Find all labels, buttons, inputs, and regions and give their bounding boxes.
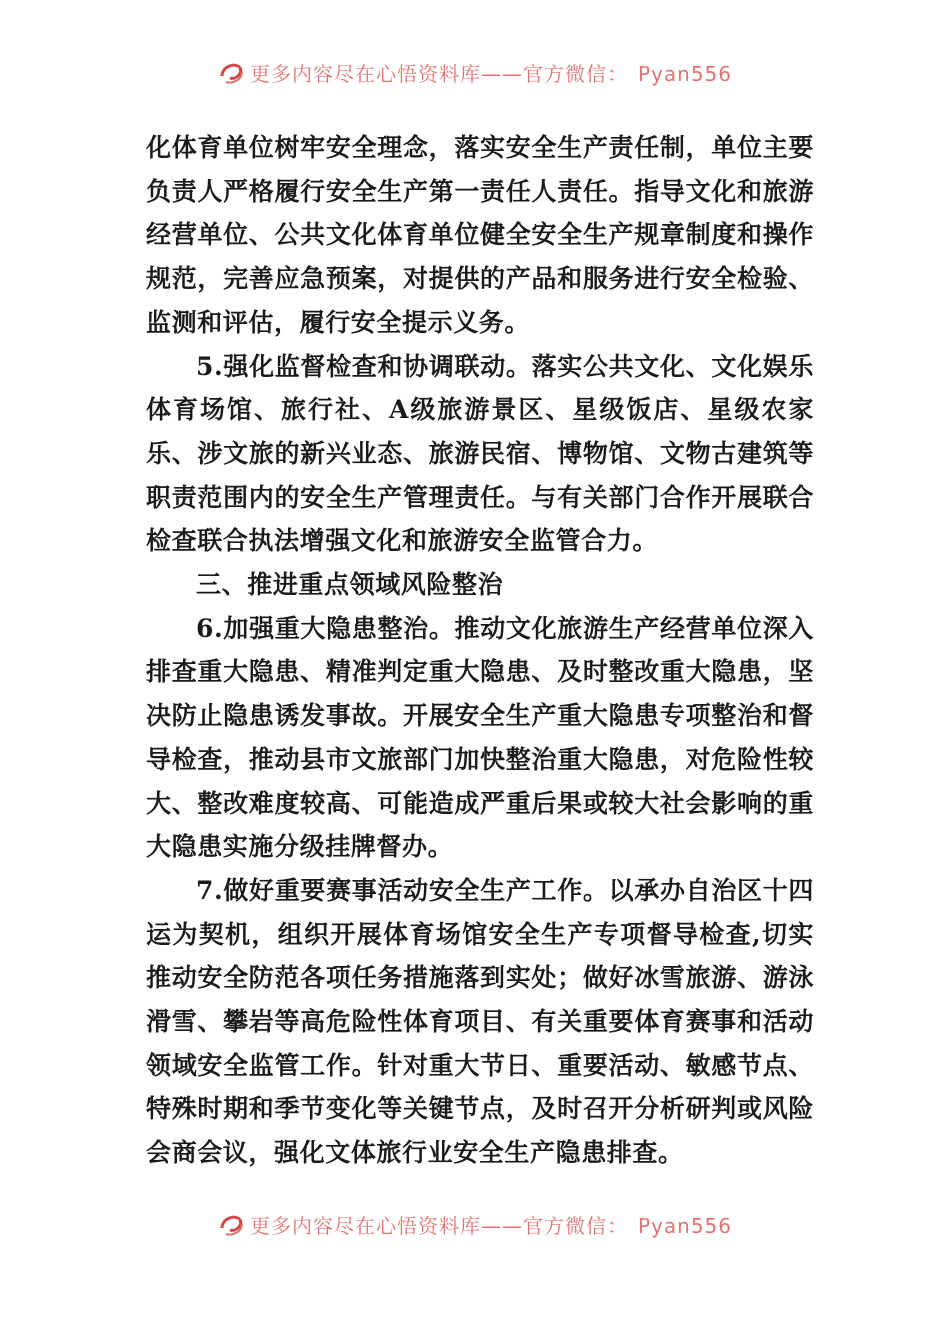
paragraph-item-5: 5.强化监督检查和协调联动。落实公共文化、文化娱乐体育场馆、旅行社、A级旅游景区、星级饭店、星级农家乐、涉文旅的新兴业态、旅游民宿、博物馆、文物古建筑等职责范围内的安全生产管理责任。与有关部门合作开展联合检查联合执法增强文化和旅游安全监管合力。 [146,351,815,556]
item-5-lead: 5.强化监督检查和协调联动。 [196,351,532,381]
swirl-logo-icon [218,58,246,86]
paragraph-item-6: 6.加强重大隐患整治。推动文化旅游生产经营单位深入排查重大隐患、精准判定重大隐患、及时整改重大隐患，坚决防止隐患诱发事故。开展安全生产重大隐患专项整治和督导检查，推动县市文旅部门加快整治重大隐患，对危险性较大、整改难度较高、可能造成严重后果或较大社会影响的重大隐患实施分级挂牌督办。 [146,613,815,862]
item-7-lead: 7.做好重要赛事活动安全生产工作。 [196,875,609,905]
watermark-text: 更多内容尽在心悟资料库——官方微信： Pyan556 [249,1213,732,1238]
item-6-lead: 6.加强重大隐患整治。 [196,613,455,643]
paragraph-item-7: 7.做好重要赛事活动安全生产工作。以承办自治区十四运为契机，组织开展体育场馆安全生产专项督导检查,切实推动安全防范各项任务措施落到实处；做好冰雪旅游、游泳滑雪、攀岩等高危险性体育项目、有关重要体育赛事和活动领域安全监管工作。针对重大节日、重要活动、敏感节点、特殊时期和季节变化等关键节点，及时召开分析研判或风险会商会议，强化文体旅行业安全生产隐患排查。 [146,875,814,1168]
paragraph-continued: 化体育单位树牢安全理念，落实安全生产责任制，单位主要负责人严格履行安全生产第一责任人责任。指导文化和旅游经营单位、公共文化体育单位健全安全生产规章制度和操作规范，完善应急预案，对提供的产品和服务进行安全检验、监测和评估，履行安全提示义务。 [146,133,814,337]
watermark-header [0,52,950,92]
document-body [146,126,814,1175]
section-heading: 三、推进重点领域风险整治 [196,570,504,600]
watermark-footer [0,1204,950,1244]
watermark-text: 更多内容尽在心悟资料库——官方微信： Pyan556 [249,61,732,86]
swirl-logo-icon [218,1210,246,1238]
